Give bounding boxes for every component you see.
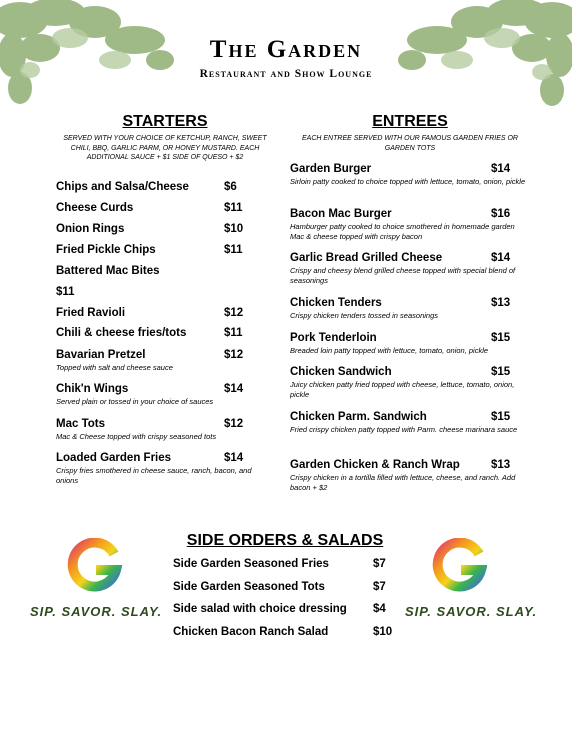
item-name: Cheese Curds bbox=[56, 202, 134, 214]
item-name: Fried Pickle Chips bbox=[56, 244, 156, 256]
item-description: Crispy fries smothered in cheese sauce, ranch, bacon, and onions bbox=[56, 466, 252, 485]
entrees-menu-item bbox=[290, 208, 530, 241]
item-name: Battered Mac Bites bbox=[56, 265, 160, 277]
item-name: Pork Tenderloin bbox=[290, 332, 377, 344]
item-name: Bavarian Pretzel bbox=[56, 349, 146, 361]
entrees-menu-item bbox=[290, 366, 530, 399]
item-description: Hamburger patty cooked to choice smothered in homemade garden Mac & cheese topped with crispy bacon bbox=[290, 222, 515, 241]
item-name: Chik'n Wings bbox=[56, 383, 129, 395]
rainbow-g-logo-icon bbox=[66, 538, 122, 594]
item-price: $15 bbox=[491, 366, 511, 378]
starters-menu-item bbox=[56, 349, 271, 379]
item-price: $16 bbox=[491, 208, 511, 220]
item-name: Loaded Garden Fries bbox=[56, 452, 172, 464]
item-price: $11 bbox=[224, 244, 243, 256]
item-name: Chips and Salsa/Cheese bbox=[56, 181, 189, 193]
item-price: $11 bbox=[224, 327, 243, 339]
item-description: Served plain or tossed in your choice of sauces bbox=[56, 397, 214, 406]
item-name: Side salad with choice dressing bbox=[173, 603, 347, 615]
side-order-item bbox=[173, 558, 398, 574]
item-price: $12 bbox=[224, 418, 244, 430]
item-price: $4 bbox=[373, 603, 386, 615]
side-order-item bbox=[173, 603, 398, 619]
item-name: Garden Burger bbox=[290, 163, 372, 175]
item-name: Chili & cheese fries/tots bbox=[56, 327, 187, 339]
item-price: $13 bbox=[491, 459, 511, 471]
item-price: $14 bbox=[491, 252, 511, 264]
restaurant-title: The Garden bbox=[209, 36, 363, 63]
item-name: Mac Tots bbox=[56, 418, 105, 430]
item-name: Chicken Tenders bbox=[290, 297, 382, 309]
item-price: $7 bbox=[373, 581, 386, 593]
item-description: Crispy chicken in a tortilla filled with lettuce, cheese, and ranch. Add bacon + $2 bbox=[290, 473, 516, 492]
item-description: Juicy chicken patty fried topped with cheese, lettuce, tomato, onion, pickle bbox=[290, 380, 515, 399]
tagline-left: SIP. SAVOR. SLAY. bbox=[30, 604, 163, 619]
item-price: $13 bbox=[491, 297, 511, 309]
sides-heading: SIDE ORDERS & SALADS bbox=[186, 532, 384, 549]
item-name: Chicken Parm. Sandwich bbox=[290, 411, 427, 423]
starters-note: SERVED WITH YOUR CHOICE OF KETCHUP, RANCH, SWEET CHILI, BBQ, GARLIC PARM, OR HONEY MUSTARD. EACH ADDITIONAL SAUCE + $1 SIDE OF QUESO + $2 bbox=[63, 135, 267, 161]
item-price: $12 bbox=[224, 349, 244, 361]
item-price: $15 bbox=[491, 411, 511, 423]
tagline-right: SIP. SAVOR. SLAY. bbox=[405, 604, 538, 619]
item-name: Side Garden Seasoned Fries bbox=[173, 558, 329, 570]
item-description: Mac & Cheese topped with crispy seasoned tots bbox=[56, 432, 217, 441]
item-name: Garlic Bread Grilled Cheese bbox=[290, 252, 443, 264]
starters-heading: STARTERS bbox=[122, 113, 208, 130]
item-price: $14 bbox=[224, 452, 244, 464]
entrees-heading: ENTREES bbox=[372, 113, 448, 130]
entrees-menu-item bbox=[290, 252, 530, 285]
item-price: $15 bbox=[491, 332, 511, 344]
item-price: $14 bbox=[491, 163, 511, 175]
item-name: Side Garden Seasoned Tots bbox=[173, 581, 325, 593]
item-name: Onion Rings bbox=[56, 223, 125, 235]
item-price: $7 bbox=[373, 558, 386, 570]
item-name: Fried Ravioli bbox=[56, 307, 126, 319]
entrees-menu-item bbox=[290, 332, 530, 362]
item-description: Sirloin patty cooked to choice topped with lettuce, tomato, onion, pickle bbox=[290, 177, 526, 186]
item-price: $12 bbox=[224, 307, 244, 319]
item-price: $10 bbox=[373, 626, 393, 638]
item-name: Garden Chicken & Ranch Wrap bbox=[290, 459, 460, 471]
starters-menu-item bbox=[56, 452, 271, 485]
rainbow-g-logo-icon bbox=[431, 538, 487, 594]
entrees-menu-item bbox=[290, 459, 530, 492]
side-order-item bbox=[173, 626, 398, 642]
item-name: Chicken Sandwich bbox=[290, 366, 392, 378]
restaurant-subtitle: Restaurant and Show Lounge bbox=[199, 68, 373, 80]
item-name: $11 bbox=[56, 286, 75, 298]
item-description: Crispy chicken tenders tossed in seasonings bbox=[290, 311, 438, 320]
item-description: Breaded loin patty topped with lettuce, tomato, onion, pickle bbox=[290, 346, 489, 355]
item-price: $10 bbox=[224, 223, 244, 235]
entrees-menu-item bbox=[290, 297, 530, 327]
item-price: $6 bbox=[224, 181, 237, 193]
entrees-menu-item bbox=[290, 411, 530, 441]
item-price: $11 bbox=[224, 202, 243, 214]
item-price: $14 bbox=[224, 383, 244, 395]
item-description: Crispy and cheesy blend grilled cheese topped with special blend of seasonings bbox=[290, 266, 516, 285]
starters-menu-item bbox=[56, 418, 271, 448]
starters-menu-item bbox=[56, 383, 271, 413]
entrees-menu-item bbox=[290, 163, 530, 193]
item-name: Chicken Bacon Ranch Salad bbox=[173, 626, 329, 638]
side-order-item bbox=[173, 581, 398, 597]
item-name: Bacon Mac Burger bbox=[290, 208, 392, 220]
item-description: Fried crispy chicken patty topped with Parm. cheese marinara sauce bbox=[290, 425, 518, 434]
item-description: Topped with salt and cheese sauce bbox=[56, 363, 173, 372]
entrees-note: EACH ENTREE SERVED WITH OUR FAMOUS GARDEN FRIES OR GARDEN TOTS bbox=[302, 135, 518, 152]
